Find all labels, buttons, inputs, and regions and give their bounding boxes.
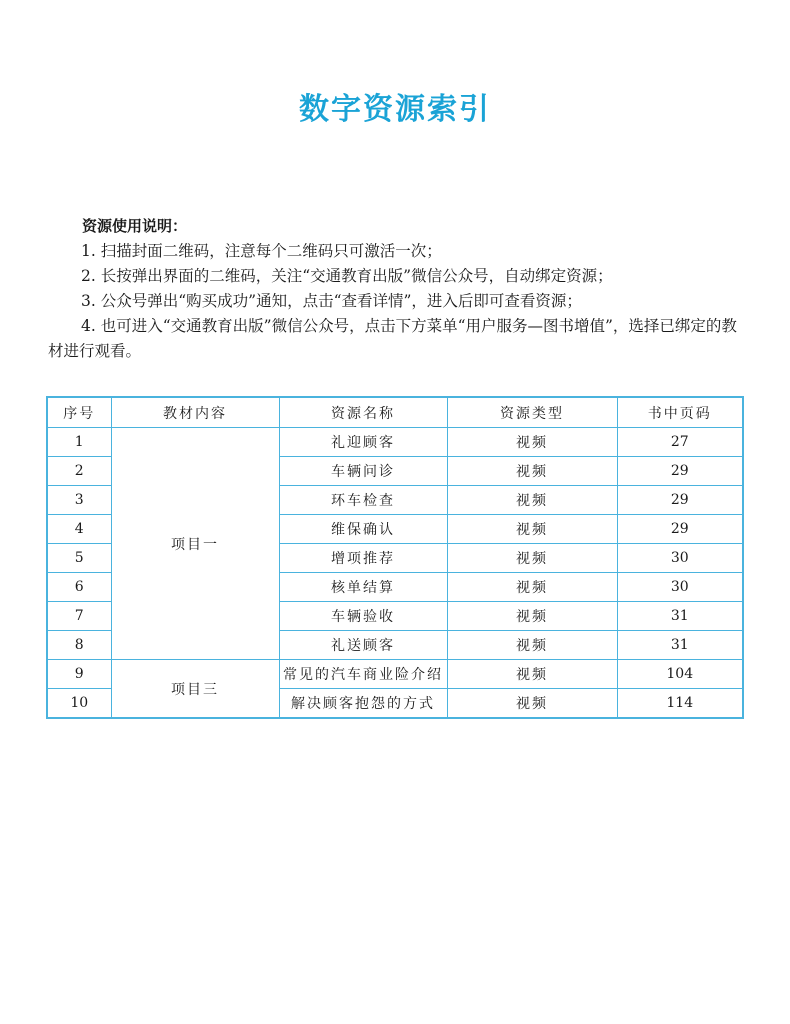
resource-name: 增项推荐 [279, 544, 447, 573]
resource-type: 视频 [447, 660, 617, 689]
resource-type: 视频 [447, 486, 617, 515]
row-number: 9 [47, 660, 111, 689]
instruction-item-2: 2. 长按弹出界面的二维码，关注“交通教育出版”微信公众号，自动绑定资源； [81, 267, 613, 285]
page-number: 114 [617, 689, 743, 719]
header-number: 序号 [47, 397, 111, 428]
table-header-row [47, 397, 743, 428]
resource-name: 礼送顾客 [279, 631, 447, 660]
instruction-item-1: 1. 扫描封面二维码，注意每个二维码只可激活一次； [81, 242, 442, 260]
resource-name: 解决顾客抱怨的方式 [279, 689, 447, 719]
instructions-heading: 资源使用说明： [82, 217, 188, 235]
resource-name: 车辆验收 [279, 602, 447, 631]
page-number: 30 [617, 544, 743, 573]
page-number: 104 [617, 660, 743, 689]
table-row [47, 428, 743, 457]
header-resource-name: 资源名称 [279, 397, 447, 428]
row-number: 3 [47, 486, 111, 515]
row-number: 10 [47, 689, 111, 719]
header-page: 书中页码 [617, 397, 743, 428]
page-number: 29 [617, 515, 743, 544]
row-number: 8 [47, 631, 111, 660]
resource-name: 维保确认 [279, 515, 447, 544]
row-number: 6 [47, 573, 111, 602]
resource-type: 视频 [447, 689, 617, 719]
page-number: 27 [617, 428, 743, 457]
header-resource-type: 资源类型 [447, 397, 617, 428]
resource-type: 视频 [447, 631, 617, 660]
resource-type: 视频 [447, 428, 617, 457]
resource-name: 车辆问诊 [279, 457, 447, 486]
page-number: 30 [617, 573, 743, 602]
page-number: 31 [617, 602, 743, 631]
group-cell-project-1: 项目一 [111, 428, 279, 660]
resource-name: 核单结算 [279, 573, 447, 602]
resource-type: 视频 [447, 515, 617, 544]
usage-instructions [48, 214, 748, 364]
page-number: 29 [617, 457, 743, 486]
instruction-item-4: 4. 也可进入“交通教育出版”微信公众号，点击下方菜单“用户服务—图书增值”，选择已绑定的教材进行观看。 [48, 317, 737, 360]
header-content: 教材内容 [111, 397, 279, 428]
resource-name: 礼迎顾客 [279, 428, 447, 457]
page-number: 29 [617, 486, 743, 515]
resource-name: 常见的汽车商业险介绍 [279, 660, 447, 689]
resource-index-table [46, 396, 744, 719]
resource-type: 视频 [447, 457, 617, 486]
table-row [47, 660, 743, 689]
row-number: 1 [47, 428, 111, 457]
resource-type: 视频 [447, 602, 617, 631]
resource-type: 视频 [447, 544, 617, 573]
instruction-item-3: 3. 公众号弹出“购买成功”通知，点击“查看详情”，进入后即可查看资源； [81, 292, 582, 310]
page-number: 31 [617, 631, 743, 660]
page-title: 数字资源索引 [299, 92, 491, 127]
row-number: 7 [47, 602, 111, 631]
resource-name: 环车检查 [279, 486, 447, 515]
row-number: 2 [47, 457, 111, 486]
row-number: 4 [47, 515, 111, 544]
group-cell-project-3: 项目三 [111, 660, 279, 719]
row-number: 5 [47, 544, 111, 573]
resource-type: 视频 [447, 573, 617, 602]
